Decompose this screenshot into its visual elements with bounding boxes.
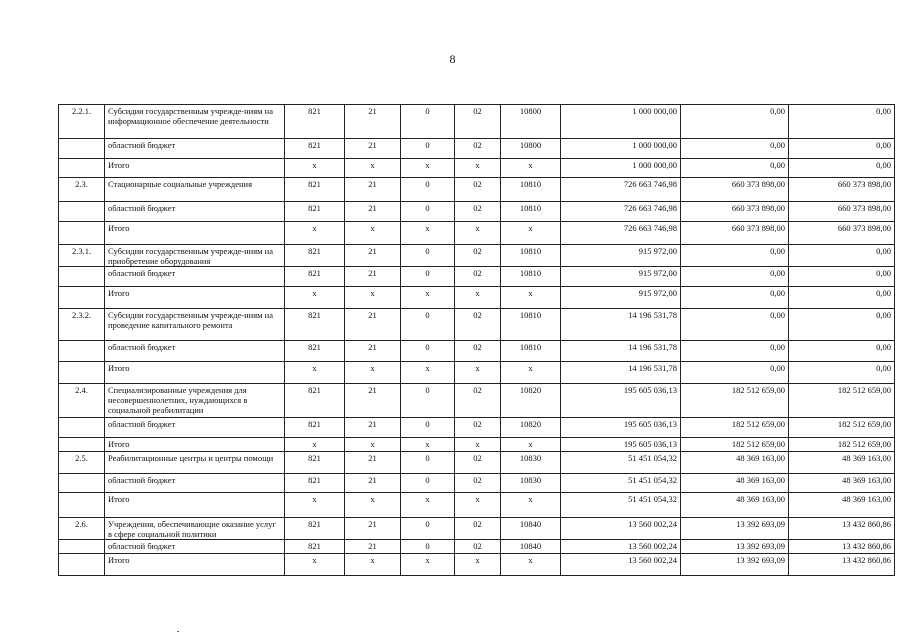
amount-year3-cell: 660 373 898,00 [789,202,895,222]
code-subsection-cell: 0 [401,540,455,554]
amount-year2-cell: 0,00 [681,105,789,139]
item-number-cell [59,540,105,554]
code-section-cell: x [345,438,401,452]
item-number-cell [59,139,105,159]
table-row [59,362,895,384]
code-ministry-cell: 821 [285,384,345,418]
amount-year3-cell: 0,00 [789,139,895,159]
code-subsection-cell: 0 [401,267,455,287]
description-cell: областной бюджет [105,202,285,222]
code-subsection-cell: 0 [401,384,455,418]
page-number: 8 [449,52,456,66]
amount-year2-cell: 13 392 693,09 [681,518,789,540]
description-cell: областной бюджет [105,474,285,493]
amount-year3-cell: 0,00 [789,362,895,384]
code-program-cell: 02 [455,139,501,159]
item-number-cell [59,438,105,452]
amount-year2-cell: 13 392 693,09 [681,554,789,576]
table-row [59,540,895,554]
amount-year1-cell: 51 451 054,32 [561,452,681,474]
amount-year3-cell: 0,00 [789,287,895,309]
amount-year2-cell: 182 512 659,00 [681,384,789,418]
code-ministry-cell: x [285,554,345,576]
amount-year3-cell: 0,00 [789,341,895,362]
code-ministry-cell: 821 [285,474,345,493]
description-cell: областной бюджет [105,139,285,159]
amount-year3-cell: 0,00 [789,159,895,178]
code-subsection-cell: x [401,159,455,178]
code-section-cell: 21 [345,202,401,222]
amount-year1-cell: 1 000 000,00 [561,105,681,139]
code-program-cell: 02 [455,341,501,362]
code-target-cell: 10810 [501,202,561,222]
code-section-cell: 21 [345,178,401,202]
code-program-cell: x [455,287,501,309]
table-row [59,178,895,202]
item-number-cell [59,341,105,362]
table-row [59,418,895,438]
code-ministry-cell: 821 [285,178,345,202]
code-target-cell: 10840 [501,540,561,554]
table-body [59,105,895,576]
code-target-cell: x [501,438,561,452]
code-subsection-cell: 0 [401,245,455,267]
item-number-cell [59,202,105,222]
amount-year1-cell: 726 663 746,98 [561,178,681,202]
description-cell: Субсидии государственным учрежде-ниям на информационное обеспечение деятельности [105,105,285,139]
amount-year2-cell: 0,00 [681,341,789,362]
amount-year3-cell: 13 432 860,86 [789,540,895,554]
code-target-cell: x [501,554,561,576]
code-target-cell: 10810 [501,341,561,362]
code-program-cell: 02 [455,474,501,493]
item-number-cell [59,287,105,309]
table-row [59,245,895,267]
code-program-cell: x [455,438,501,452]
code-program-cell: 02 [455,202,501,222]
code-subsection-cell: 0 [401,202,455,222]
code-subsection-cell: 0 [401,178,455,202]
code-ministry-cell: 821 [285,139,345,159]
code-ministry-cell: 821 [285,452,345,474]
code-subsection-cell: x [401,362,455,384]
amount-year1-cell: 195 605 036,13 [561,384,681,418]
amount-year1-cell: 1 000 000,00 [561,159,681,178]
code-target-cell: 10830 [501,452,561,474]
item-number-cell: 2.5. [59,452,105,474]
code-section-cell: x [345,493,401,518]
budget-table [58,104,895,576]
code-section-cell: x [345,287,401,309]
description-cell: Итого [105,493,285,518]
code-section-cell: 21 [345,245,401,267]
code-program-cell: x [455,159,501,178]
table-row [59,159,895,178]
amount-year3-cell: 182 512 659,00 [789,438,895,452]
description-cell: Итого [105,362,285,384]
amount-year3-cell: 0,00 [789,105,895,139]
code-subsection-cell: x [401,222,455,245]
code-program-cell: 02 [455,518,501,540]
code-ministry-cell: 821 [285,341,345,362]
table-row [59,222,895,245]
code-ministry-cell: 821 [285,105,345,139]
description-cell: Реабилитационные центры и центры помощи [105,452,285,474]
amount-year1-cell: 1 000 000,00 [561,139,681,159]
description-cell: Учреждения, обеспечивающие оказание услуг в сфере социальной политики [105,518,285,540]
code-program-cell: x [455,493,501,518]
amount-year3-cell: 48 369 163,00 [789,452,895,474]
code-subsection-cell: 0 [401,139,455,159]
item-number-cell [59,159,105,178]
table-row [59,341,895,362]
code-section-cell: 21 [345,341,401,362]
amount-year2-cell: 0,00 [681,287,789,309]
amount-year1-cell: 195 605 036,13 [561,418,681,438]
code-subsection-cell: 0 [401,105,455,139]
item-number-cell: 2.3.2. [59,309,105,341]
item-number-cell [59,418,105,438]
amount-year2-cell: 182 512 659,00 [681,418,789,438]
code-subsection-cell: 0 [401,452,455,474]
code-program-cell: 02 [455,452,501,474]
code-section-cell: 21 [345,418,401,438]
amount-year3-cell: 13 432 860,86 [789,518,895,540]
code-target-cell: x [501,159,561,178]
amount-year2-cell: 182 512 659,00 [681,438,789,452]
code-ministry-cell: 821 [285,418,345,438]
description-cell: Субсидии государственным учрежде-ниям на приобретение оборудования [105,245,285,267]
code-section-cell: x [345,362,401,384]
code-ministry-cell: x [285,159,345,178]
code-subsection-cell: x [401,554,455,576]
code-program-cell: 02 [455,309,501,341]
description-cell: Специализированные учреждения для несовершеннолетних, нуждающихся в социальной реабилитации [105,384,285,418]
amount-year2-cell: 0,00 [681,267,789,287]
item-number-cell: 2.4. [59,384,105,418]
item-number-cell [59,493,105,518]
item-number-cell: 2.6. [59,518,105,540]
description-cell: Стационарные социальные учреждения [105,178,285,202]
amount-year2-cell: 0,00 [681,309,789,341]
table-row [59,105,895,139]
amount-year3-cell: 48 369 163,00 [789,493,895,518]
code-target-cell: x [501,362,561,384]
code-target-cell: 10810 [501,309,561,341]
code-section-cell: 21 [345,309,401,341]
amount-year2-cell: 660 373 898,00 [681,222,789,245]
code-subsection-cell: 0 [401,474,455,493]
table-row [59,452,895,474]
amount-year2-cell: 13 392 693,09 [681,540,789,554]
code-subsection-cell: x [401,438,455,452]
amount-year2-cell: 48 369 163,00 [681,493,789,518]
description-cell: Итого [105,287,285,309]
code-target-cell: 10840 [501,518,561,540]
table-row [59,139,895,159]
description-cell: Итого [105,438,285,452]
code-target-cell: x [501,287,561,309]
code-section-cell: x [345,159,401,178]
code-target-cell: 10820 [501,418,561,438]
amount-year1-cell: 51 451 054,32 [561,474,681,493]
code-section-cell: 21 [345,518,401,540]
amount-year2-cell: 0,00 [681,245,789,267]
amount-year1-cell: 726 663 746,98 [561,222,681,245]
code-subsection-cell: x [401,287,455,309]
item-number-cell: 2.2.1. [59,105,105,139]
amount-year1-cell: 13 560 002,24 [561,518,681,540]
code-program-cell: 02 [455,267,501,287]
amount-year1-cell: 13 560 002,24 [561,554,681,576]
item-number-cell [59,267,105,287]
code-target-cell: x [501,493,561,518]
item-number-cell [59,554,105,576]
code-section-cell: 21 [345,474,401,493]
description-cell: областной бюджет [105,418,285,438]
description-cell: Субсидии государственным учрежде-ниям на проведение капитального ремонта [105,309,285,341]
description-cell: областной бюджет [105,540,285,554]
code-program-cell: 02 [455,245,501,267]
amount-year2-cell: 0,00 [681,362,789,384]
item-number-cell [59,474,105,493]
description-cell: Итого [105,554,285,576]
amount-year1-cell: 14 196 531,78 [561,341,681,362]
amount-year2-cell: 48 369 163,00 [681,452,789,474]
amount-year1-cell: 195 605 036,13 [561,438,681,452]
code-target-cell: 10810 [501,178,561,202]
amount-year2-cell: 0,00 [681,159,789,178]
amount-year1-cell: 13 560 002,24 [561,540,681,554]
amount-year3-cell: 0,00 [789,245,895,267]
amount-year2-cell: 660 373 898,00 [681,202,789,222]
table-row [59,554,895,576]
amount-year2-cell: 48 369 163,00 [681,474,789,493]
description-cell: Итого [105,222,285,245]
code-target-cell: 10830 [501,474,561,493]
code-program-cell: 02 [455,105,501,139]
code-subsection-cell: 0 [401,341,455,362]
amount-year3-cell: 182 512 659,00 [789,384,895,418]
code-subsection-cell: x [401,493,455,518]
table-row [59,438,895,452]
code-subsection-cell: 0 [401,518,455,540]
code-ministry-cell: x [285,493,345,518]
code-ministry-cell: 821 [285,309,345,341]
code-ministry-cell: x [285,287,345,309]
amount-year1-cell: 51 451 054,32 [561,493,681,518]
code-ministry-cell: 821 [285,267,345,287]
description-cell: областной бюджет [105,267,285,287]
amount-year2-cell: 0,00 [681,139,789,159]
table-row [59,267,895,287]
amount-year2-cell: 660 373 898,00 [681,178,789,202]
code-ministry-cell: x [285,438,345,452]
description-cell: Итого [105,159,285,178]
code-target-cell: 10810 [501,267,561,287]
amount-year1-cell: 915 972,00 [561,287,681,309]
code-ministry-cell: 821 [285,202,345,222]
code-target-cell: 10810 [501,245,561,267]
description-cell: областной бюджет [105,341,285,362]
code-section-cell: x [345,222,401,245]
item-number-cell [59,362,105,384]
item-number-cell: 2.3.1. [59,245,105,267]
code-program-cell: 02 [455,384,501,418]
amount-year3-cell: 13 432 860,86 [789,554,895,576]
code-section-cell: 21 [345,452,401,474]
scan-speck [177,631,179,632]
amount-year1-cell: 915 972,00 [561,245,681,267]
amount-year3-cell: 48 369 163,00 [789,474,895,493]
code-ministry-cell: 821 [285,518,345,540]
code-target-cell: 10820 [501,384,561,418]
code-section-cell: x [345,554,401,576]
code-program-cell: x [455,554,501,576]
amount-year3-cell: 660 373 898,00 [789,178,895,202]
code-subsection-cell: 0 [401,309,455,341]
amount-year3-cell: 660 373 898,00 [789,222,895,245]
code-program-cell: 02 [455,418,501,438]
code-subsection-cell: 0 [401,418,455,438]
code-program-cell: x [455,222,501,245]
amount-year3-cell: 0,00 [789,309,895,341]
table-row [59,287,895,309]
code-section-cell: 21 [345,384,401,418]
table-row [59,309,895,341]
amount-year1-cell: 915 972,00 [561,267,681,287]
code-section-cell: 21 [345,105,401,139]
amount-year1-cell: 14 196 531,78 [561,362,681,384]
code-section-cell: 21 [345,267,401,287]
amount-year3-cell: 0,00 [789,267,895,287]
table-row [59,518,895,540]
code-ministry-cell: x [285,222,345,245]
code-target-cell: x [501,222,561,245]
code-target-cell: 10800 [501,139,561,159]
table-row [59,202,895,222]
amount-year1-cell: 14 196 531,78 [561,309,681,341]
code-target-cell: 10800 [501,105,561,139]
code-section-cell: 21 [345,540,401,554]
amount-year3-cell: 182 512 659,00 [789,418,895,438]
table-row [59,474,895,493]
code-program-cell: 02 [455,540,501,554]
table-row [59,384,895,418]
code-program-cell: x [455,362,501,384]
code-ministry-cell: 821 [285,245,345,267]
code-ministry-cell: x [285,362,345,384]
item-number-cell [59,222,105,245]
code-program-cell: 02 [455,178,501,202]
table-row [59,493,895,518]
code-ministry-cell: 821 [285,540,345,554]
item-number-cell: 2.3. [59,178,105,202]
code-section-cell: 21 [345,139,401,159]
amount-year1-cell: 726 663 746,98 [561,202,681,222]
